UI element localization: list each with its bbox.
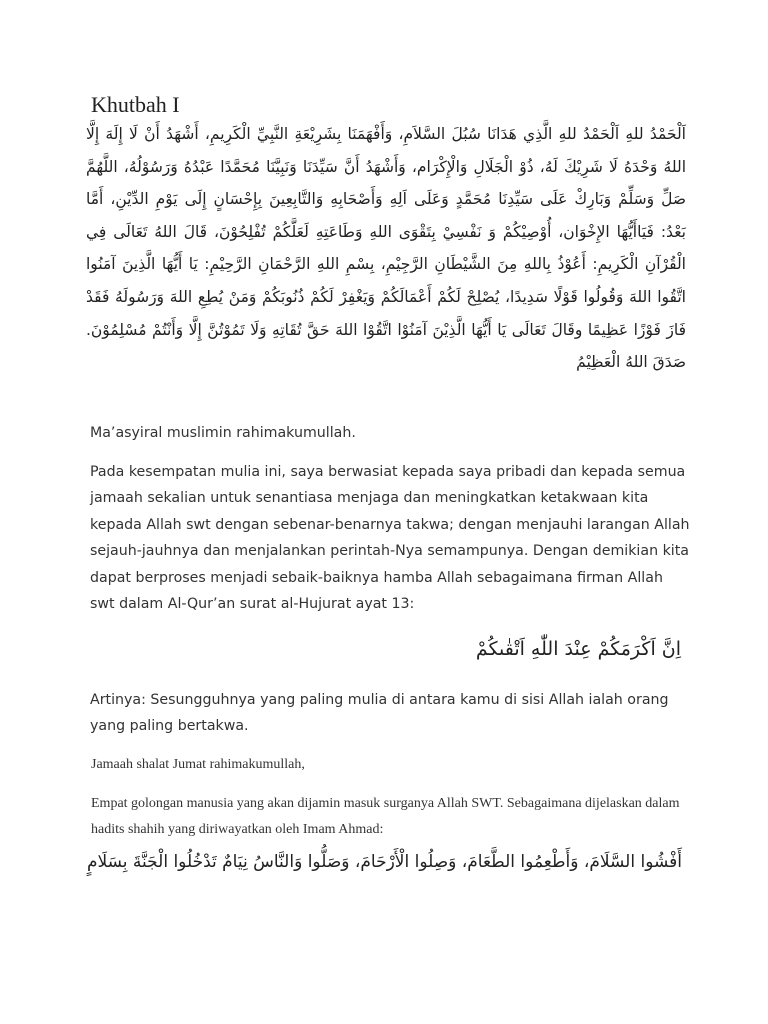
- jamaah-greeting: Jamaah shalat Jumat rahimakumullah,: [91, 757, 305, 772]
- hadith-intro: Empat golongan manusia yang akan dijamin masuk surganya Allah SWT. Sebagaimana dijelaskan dalam hadits shahih yang diriwayatkan oleh Imam Ahmad:: [91, 796, 680, 838]
- khutbah-heading: Khutbah I: [91, 92, 180, 117]
- verse-arabic: اِنَّ اَكْرَمَكُمْ عِنْدَ اللّٰهِ اَتْقٰىكُمْ: [475, 638, 681, 660]
- greeting-text: Ma’asyiral muslimin rahimakumullah.: [90, 425, 356, 441]
- verse-translation: Artinya: Sesungguhnya yang paling mulia di antara kamu di sisi Allah ialah orang yang paling bertakwa.: [90, 692, 669, 735]
- wasiat-paragraph: Pada kesempatan mulia ini, saya berwasiat kepada saya pribadi dan kepada semua jamaah sekalian untuk senantiasa menjaga dan meningkatkan ketakwaan kita kepada Allah swt dengan sebenar-benarnya takwa; dengan menjauhi larangan Allah sejauh-jauhnya dan menjalankan perintah-Nya semampunya. Dengan demikian kita dapat berproses menjadi sebaik-baiknya hamba Allah sebagaimana firman Allah swt dalam Al-Qur’an surat al-Hujurat ayat 13:: [90, 464, 690, 613]
- arabic-opening-text: اَلْحَمْدُ للهِ اَلْحَمْدُ للهِ الَّذِي هَدَانَا سُبُلَ السَّلاَمِ، وَأَفْهَمَنَا بِشَرِيْعَةِ النَّبِيِّ الْكَرِيمِ، أَشْهَدُ أَنْ لَا إِلَهَ إِلَّا اللهُ وَحْدَهُ لَا شَرِيْكَ لَهُ، ذُوْ الْجَلَالِ وَالْإِكْرَام، وَأَشْهَدُ أَنَّ سَيِّدَنَا وَنَبِيَّنَا مُحَمَّدًا عَبْدُهُ وَرَسُوْلُهُ، اللَّهُمَّ صَلِّ وَسَلِّمْ وَبَارِكْ عَلَى سَيِّدِنَا مُحَمَّدٍ وَعَلَى اَلِهِ وَأَصْحَابِهِ وَالتَّابِعِينَ بِإِحْسَانٍ إِلَى يَوْمِ الدِّيْنِ، أَمَّا بَعْدُ: فَيَاأَيُّهَا الإِخْوَان، أُوْصِيْكُمْ وَ نَفْسِيْ بِتَقْوَى اللهِ وَطَاعَتِهِ لَعَلَّكُمْ تُفْلِحُوْنَ، قَالَ اللهُ تَعَالَى فِي الْقُرْآنِ الْكَرِيمِ: أَعُوْذُ بِاللهِ مِنَ الشَّيْطَانِ الرَّجِيْمِ، بِسْمِ اللهِ الرَّحْمَانِ الرَّحِيْمِ: يَا أَيُّهَا الَّذِينَ آمَنُوا اتَّقُوا اللهَ وَقُولُوا قَوْلًا سَدِيدًا، يُصْلِحْ لَكُمْ أَعْمَالَكُمْ وَيَغْفِرْ لَكُمْ ذُنُوبَكُمْ وَمَنْ يُطِعِ اللهَ وَرَسُولَهُ فَقَدْ فَازَ فَوْزًا عَظِيمًا وقَالَ تَعَالَى يَا أَيُّهَا الَّذِيْنَ آمَنُوْا اتَّقُوْا اللهَ حَقَّ تُقَاتِهِ وَلَا تَمُوْتُنَّ إِلَّا وَأَنْتُمْ مُسْلِمُوْنَ. صَدَقَ اللهُ الْعَظِيْمُ: [86, 125, 686, 372]
- hadith-arabic: أَفْشُوا السَّلَامَ، وَأَطْعِمُوا الطَّعَامَ، وَصِلُوا الْأَرْحَامَ، وَصَلُّوا وَالنَّاسُ نِيَامٌ تَدْخُلُوا الْجَنَّةَ بِسَلَامٍ: [86, 852, 682, 872]
